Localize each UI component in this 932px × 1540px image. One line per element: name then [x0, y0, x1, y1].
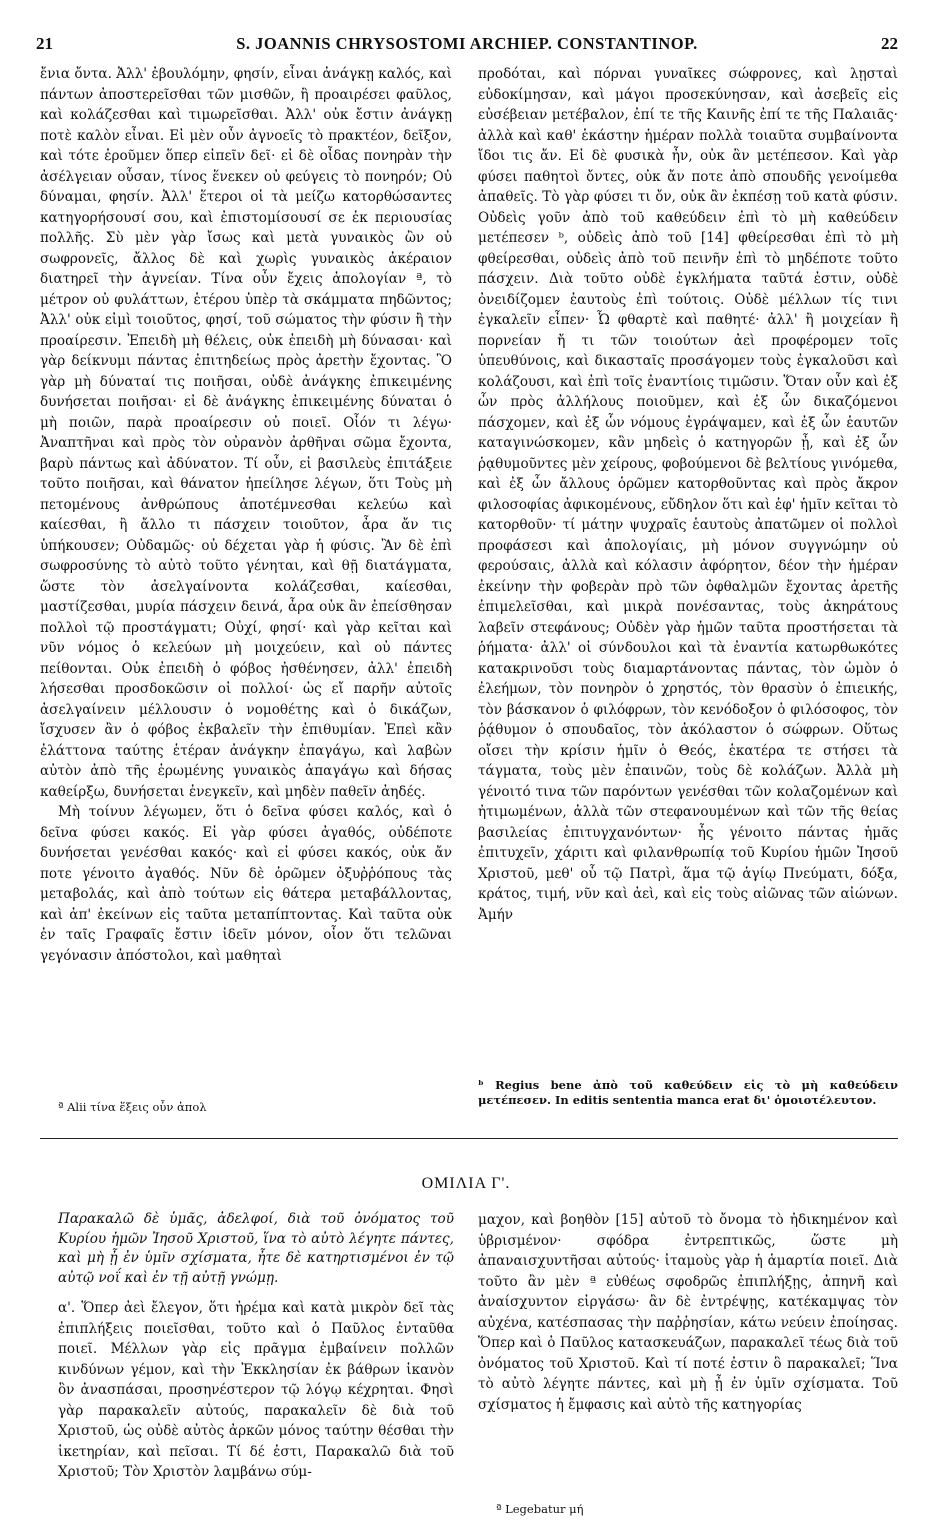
paragraph: Μὴ τοίνυν λέγωμεν, ὅτι ὁ δεῖνα φύσει καλός, καὶ ὁ δεῖνα φύσει κακός. Εἰ γὰρ φύσει ἀγαθός, οὐδέποτε δυνήσεται γενέσθαι κακός· καὶ εἰ φύσει κακός, οὐκ ἄν ποτε γένοιτο ἀγαθός. Νῦν δὲ ὁρῶμεν ὀξυῤῥόπους τὰς μεταβολάς, καὶ ἀπὸ τούτων εἰς θάτερα μεταβάλλοντας, καὶ ἀπ' ἐκείνων εἰς ταῦτα μεταπίπτοντας. Καὶ ταῦτα οὐκ ἐν ταῖς Γραφαῖς ἔστιν ἰδεῖν μόνον, οἷον ὅτι τελῶναι γεγόνασιν ἀπόστολοι, καὶ μαθηταὶ	[40, 804, 452, 964]
paragraph	[58, 1298, 454, 1483]
footnote-left: ª Alii τίνα ἕξεις οὖν ἀπολ	[58, 1100, 207, 1114]
page-number-right: 22	[881, 34, 898, 53]
footnote-right: ᵇ Regius bene ἀπὸ τοῦ καθεύδειν εἰς τὸ μὴ καθεύδειν μετέπεσεν. In editis sententia manca erat δι' ὁμοιοτέλευτον.	[478, 1078, 898, 1107]
scripture-lemma: Παρακαλῶ δὲ ὑμᾶς, ἀδελφοί, διὰ τοῦ ὀνόματος τοῦ Κυρίου ἡμῶν Ἰησοῦ Χριστοῦ, ἵνα τὸ αὐτὸ λέγητε πάντες, καὶ μὴ ᾖ ἐν ὑμῖν σχίσματα, ἦτε δὲ κατηρτισμένοι ἐν τῷ αὐτῷ νοΐ καὶ ἐν τῇ αὐτῇ γνώμῃ.	[58, 1211, 454, 1286]
running-title: S. JOANNIS CHRYSOSTOMI ARCHIEP. CONSTANTINOP.	[236, 34, 698, 53]
right-column-bottom	[478, 1210, 898, 1415]
page-number-left: 21	[36, 34, 53, 53]
running-head	[36, 34, 898, 56]
paragraph-text: Ὅπερ ἀεὶ ἔλεγον, ὅτι ἠρέμα καὶ κατὰ μικρὸν δεῖ τὰς ἐπιπλήξεις ποιεῖσθαι, τοῦτο καὶ ὁ Παῦλος ἐνταῦθα ποιεῖ. Μέλλων γὰρ εἰς πρᾶγμα ἐμβαίνειν πολλῶν κινδύνων γέμον, καὶ τὴν Ἐκκλησίαν ἐκ βάθρων ἱκανὸν ὂν ἀνασπάσαι, προσηνέστερον τῷ λόγῳ κέχρηται. Φησὶ γὰρ παρακαλεῖν αὐτούς, παρακαλεῖν δὲ διὰ τοῦ Χριστοῦ, ὡς οὐδὲ αὐτὸς ἀρκῶν μόνος ταύτην θέσθαι τὴν ἱκετηρίαν, καὶ πεῖσαι. Τί δέ ἐστι, Παρακαλῶ διὰ τοῦ Χριστοῦ; Τὸν Χριστὸν λαμβάνω σύμ-	[58, 1300, 454, 1480]
homily-title: ΟΜΙΛΙΑ Γ'.	[421, 1175, 511, 1192]
left-column-bottom	[58, 1210, 454, 1483]
paragraph: μαχον, καὶ βοηθὸν [15] αὐτοῦ τὸ ὄνομα τὸ ἠδικημένον καὶ ὑβρισμένον· σφόδρα ἐντρεπτικῶς, ὥστε μὴ ἀπαναισχυντῆσαι αὐτούς· ἰταμοὺς γὰρ ἡ ἁμαρτία ποιεῖ. Διὰ τοῦτο ἂν μὲν ª εὐθέως σφοδρῶς ἐπιπλήξῃς, ἀπηνῆ καὶ ἀναίσχυντον εἰργάσω· ἂν δὲ ἐντρέψῃς, κατέκαμψας τὸν αὐχένα, κατέσπασας τὴν παῤῥησίαν, κάτω νεύειν ἐποίησας. Ὅπερ καὶ ὁ Παῦλος κατασκευάζων, παρακαλεῖ τέως διὰ τοῦ ὀνόματος τοῦ Χριστοῦ. Καὶ τί ποτέ ἐστιν ὃ παρακαλεῖ; Ἵνα τὸ αὐτὸ λέγητε πάντες, καὶ μὴ ᾖ ἐν ὑμῖν σχίσματα. Τοῦ σχίσματος ἡ ἔμφασις καὶ αὐτὸ τῆς κατηγορίας	[478, 1212, 898, 1413]
footnote-bottom: ª Legebatur μή	[496, 1502, 584, 1516]
paragraph: προδόται, καὶ πόρναι γυναῖκες σώφρονες, καὶ λῃσταὶ εὐδοκίμησαν, καὶ μάγοι προσεκύνησαν, καὶ ἀσεβεῖς εἰς εὐσέβειαν μετέβαλον, ἐπί τε τῆς Καινῆς ἐπί τε τῆς Παλαιᾶς· ἀλλὰ καὶ καθ' ἑκάστην ἡμέραν πολλὰ τοιαῦτα συμβαίνοντα ἴδοι τις ἄν. Εἰ δὲ φυσικὰ ἦν, οὐκ ἂν μετέπεσον. Καὶ γὰρ φύσει παθητοὶ ὄντες, οὐκ ἄν ποτε ἀπὸ σπουδῆς γενοίμεθα ἀπαθεῖς. Τὸ γὰρ φύσει τι ὄν, οὐκ ἂν ἐκπέσῃ τοῦ κατὰ φύσιν. Οὐδεὶς γοῦν ἀπὸ τοῦ καθεύδειν ἐπὶ τὸ μὴ καθεύδειν μετέπεσεν ᵇ, οὐδεὶς ἀπὸ τοῦ [14] φθείρεσθαι ἐπὶ τὸ μὴ φθείρεσθαι, οὐδεὶς ἀπὸ τοῦ πεινῆν ἐπὶ τὸ μηδέποτε τοῦτο πάσχειν. Διὰ τοῦτο οὐδὲ ἐγκλήματα ταῦτά ἐστιν, οὐδὲ ὀνειδίζομεν ἑαυτοὺς ἐπὶ τούτοις. Οὐδὲ μέλλων τίς τινι ἐγκαλεῖν εἶπεν· Ὦ φθαρτὲ καὶ παθητέ· ἀλλ' ἢ μοιχείαν ἢ πορνείαν ἤ τι τῶν τοιούτων ἀεὶ προφέρομεν τοῖς ὑπευθύνοις, καὶ δικασταῖς προσάγομεν τοὺς ἐγκαλοῦσι καὶ κολάζουσι, καὶ ἐπὶ τοῖς ἐναντίοις τιμῶσιν. Ὅταν οὖν καὶ ἐξ ὧν πρὸς ἀλλήλους ποιοῦμεν, καὶ ἐξ ὧν δικαζόμενοι πάσχομεν, καὶ ἐξ ὧν νόμους ἐγράψαμεν, καὶ ἐξ ὧν ἑαυτῶν καταγινώσκομεν, κἂν μηδεὶς ὁ κατηγορῶν ᾖ, καὶ ἐξ ὧν ῥᾳθυμοῦντες μὲν χείρους, φοβούμενοι δὲ βελτίους γινόμεθα, καὶ ἐξ ὧν ἄλλους ὁρῶμεν κατορθοῦντας καὶ πρὸς ἄκρον φιλοσοφίας ἀφικομένους, εὔδηλον ὅτι καὶ ἐφ' ἡμῖν κεῖται τὸ κατορθοῦν· τί μάτην ψυχραῖς ἑαυτοὺς ἀπατῶμεν οἱ πολλοὶ προφάσεσι καὶ ἀπολογίαις, μὴ μόνον συγγνώμην οὐ φερούσαις, ἀλλὰ καὶ κόλασιν ἀφόρητον, δέον τὴν ἡμέραν ἐκείνην τὴν φοβερὰν πρὸ τῶν ὀφθαλμῶν ἔχοντας ἀρετῆς ἐπιμελεῖσθαι, καὶ μικρὰ πονέσαντας, τοὺς ἀκηράτους λαβεῖν στεφάνους; Οὐδὲν γὰρ ἡμῶν ταῦτα προστήσεται τὰ ῥήματα· ἀλλ' οἱ σύνδουλοι καὶ τὰ ἐναντία κατωρθωκότες κατακρινοῦσι τοὺς διαμαρτάνοντας πάντας, τὸν ὠμὸν ὁ ἐλεήμων, τὸν πονηρὸν ὁ χρηστός, τὸν θρασὺν ὁ ἐπιεικής, τὸν βάσκανον ὁ φιλόφρων, τὸν κενόδοξον ὁ φιλόσοφος, τὸν ῥᾴθυμον ὁ σπουδαῖος, τὸν ἀκόλαστον ὁ σώφρων. Οὕτως οἴσει τὴν κρίσιν ἡμῖν ὁ Θεός, ἑκατέρα τε στήσει τὰ τάγματα, τοὺς μὲν ἐπαινῶν, τοὺς δὲ κολάζων. Ἀλλὰ μὴ γένοιτό τινα τῶν παρόντων γενέσθαι τῶν κολαζομένων καὶ ἠτιμωμένων, ἀλλὰ τῶν στεφανουμένων καὶ τῶν τῆς θείας βασιλείας ἐπιτυγχανόντων· ἧς γένοιτο πάντας ἡμᾶς ἐπιτυχεῖν, χάριτι καὶ φιλανθρωπίᾳ τοῦ Κυρίου ἡμῶν Ἰησοῦ Χριστοῦ, μεθ' οὗ τῷ Πατρὶ, ἅμα τῷ ἁγίῳ Πνεύματι, δόξα, κράτος, τιμή, νῦν καὶ ἀεὶ, καὶ εἰς τοὺς αἰῶνας τῶν αἰώνων. Ἀμήν	[478, 66, 898, 923]
right-column-top	[478, 64, 898, 925]
left-column-top	[40, 64, 452, 966]
section-divider	[40, 1138, 898, 1139]
paragraph: ἔνια ὄντα. Ἀλλ' ἐβουλόμην, φησίν, εἶναι ἀνάγκῃ καλός, καὶ πάντων ἀποστερεῖσθαι τῶν μισθῶν, ἢ προαιρέσει φαῦλος, καὶ κολάζεσθαι καὶ τιμωρεῖσθαι. Ἀλλ' οὐκ ἔστιν ἀνάγκῃ ποτὲ καλὸν εἶναι. Εἰ μὲν οὖν ἀγνοεῖς τὸ πρακτέον, δεῖξον, καὶ τότε ἐροῦμεν ὅπερ εἰπεῖν δεῖ· εἰ δὲ οἶδας πονηρὰν τὴν ἀσέλγειαν οὖσαν, τίνος ἕνεκεν οὐ φεύγεις τὸ πονηρόν; Οὐ δύναμαι, φησίν. Ἀλλ' ἕτεροι οἱ τὰ μείζω κατορθώσαντες κατηγορήσουσί σου, καὶ ἐπιστομίσουσί σε ἐκ περιουσίας πολλῆς. Σὺ μὲν γὰρ ἴσως καὶ μετὰ γυναικὸς ὢν οὐ σωφρονεῖς, ἄλλος δὲ καὶ χωρὶς γυναικὸς ἀκέραιον διατηρεῖ τὴν ἁγνείαν. Τίνα οὖν ἔχεις ἀπολογίαν ª, τὸ μέτρον οὐ φυλάττων, ἑτέρου ὑπὲρ τὰ σκάμματα πηδῶντος; Ἀλλ' οὐκ εἰμὶ τοιοῦτος, φησί, τοῦ σώματος τὴν φύσιν ἢ τὴν προαίρεσιν. Ἐπειδὴ μὴ θέλεις, οὐκ ἐπειδὴ μὴ δύνασαι· καὶ γὰρ δείκνυμι πάντας ἐπιτηδείως πρὸς ἀρετὴν ἔχοντας. Ὃ γὰρ μὴ δύναταί τις ποιῆσαι, οὐδὲ ἀνάγκης ἐπικειμένης δυνήσεται ποιῆσαι· εἰ δὲ ἀνάγκης ἐπικειμένης δύναται ὁ μὴ ποιῶν, παρὰ προαίρεσιν οὐ ποιεῖ. Οἷόν τι λέγω· Ἀναπτῆναι καὶ πρὸς τὸν οὐρανὸν ἀρθῆναι σῶμα ἔχοντα, βαρὺ πάντως καὶ ἀδύνατον. Τί οὖν, εἰ βασιλεὺς ἐπιτάξειε τοῦτο ποιῆσαι, καὶ θάνατον ἠπείλησε λέγων, ὅτι Τοὺς μὴ πετομένους ἀνθρώπους ἀποτέμνεσθαι κελεύω καὶ καίεσθαι, ἢ ἄλλο τι πάσχειν τοιοῦτον, ἆρα ἄν τις ὑπήκουσεν; Οὐδαμῶς· οὐ δέχεται γὰρ ἡ φύσις. Ἂν δὲ ἐπὶ σωφροσύνης τὸ αὐτὸ τοῦτο γένηται, καὶ θῇ διατάγματα, ὥστε τὸν ἀσελγαίνοντα κολάζεσθαι, καίεσθαι, μαστίζεσθαι, μυρία πάσχειν δεινά, ἆρα οὐκ ἂν ἐπείσθησαν πολλοὶ τῷ προστάγματι; Οὐχί, φησί· καὶ γὰρ κεῖται καὶ νῦν νόμος ὁ κελεύων μὴ μοιχεύειν, καὶ οὐ πάντες πείθονται. Οὐκ ἐπειδὴ ὁ φόβος ἠσθένησεν, ἀλλ' ἐπειδὴ λήσεσθαι προσδοκῶσιν οἱ πολλοί· ὡς εἴ παρῆν αὐτοῖς ἀσελγαίνειν μέλλουσιν ὁ νομοθέτης καὶ ὁ δικάζων, ἴσχυσεν ἂν ὁ φόβος ἐκβαλεῖν τὴν ἐπιθυμίαν. Ἐπεὶ κἂν ἐλάττονα ταύτης ἑτέραν ἀνάγκην ἐπαγάγω, καὶ λαβὼν αὐτὸν ἀπὸ τῆς ἐρωμένης γυναικὸς ἀπαγάγω καὶ δήσας καθείρξω, δυνήσεται ἐνεγκεῖν, καὶ μηδὲν παθεῖν ἀηδές.	[40, 66, 452, 800]
section-number: α'.	[58, 1300, 76, 1316]
